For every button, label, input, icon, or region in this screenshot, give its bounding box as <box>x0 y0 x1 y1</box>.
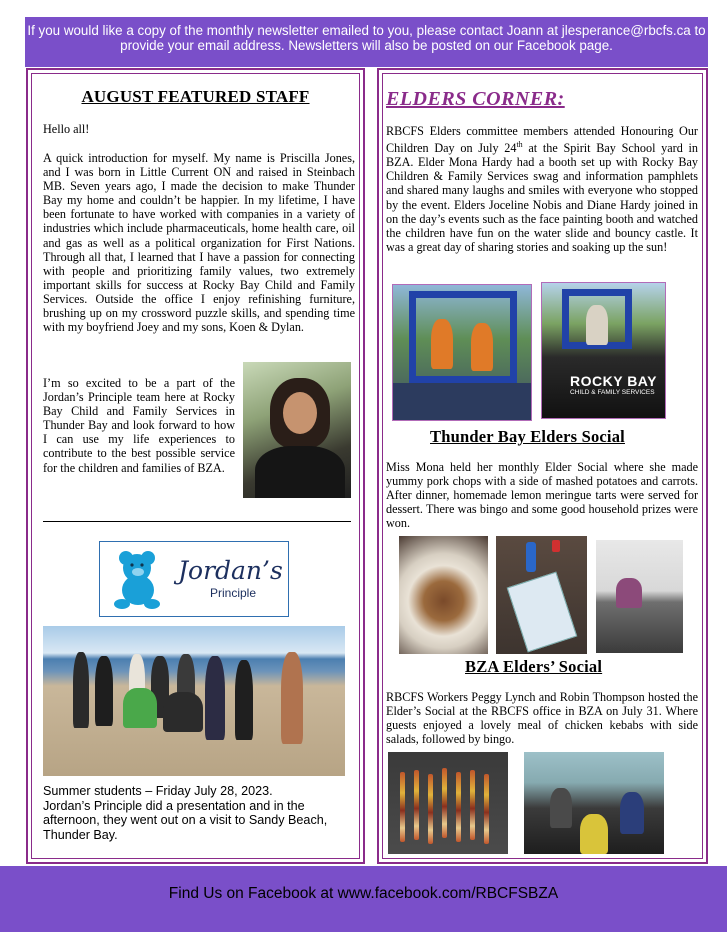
staff-excited-paragraph: I’m so excited to be a part of the Jordan’s Principle team here at Rocky Bay Child and Family Services in Thunder Bay and look forward to how I can use my life experiences to contribute to the best possible service for the children and families of BZA. <box>43 376 235 475</box>
caption-line-2: Jordan’s Principle did a presentation and in the afternoon, they went out on a visit to Sandy Beach, Thunder Bay. <box>43 798 328 842</box>
logo-word-jordans: Jordan’s <box>178 556 283 585</box>
teddy-bear-icon <box>108 548 170 610</box>
staff-greeting: Hello all! <box>43 122 90 136</box>
banner-text: If you would like a copy of the monthly newsletter emailed to you, please contact Joann at jlesperance@rbcfs.ca to provide your email address. Newsletters will also be posted on our Facebook page. <box>27 23 706 53</box>
beach-photo-caption <box>43 784 348 842</box>
bingo-card-photo <box>496 536 587 654</box>
newsletter-banner <box>25 17 708 67</box>
rocky-bay-sign-subtext: CHILD & FAMILY SERVICES <box>570 389 655 396</box>
chicken-kebabs-photo <box>388 752 508 854</box>
staff-portrait-photo <box>243 362 351 498</box>
bza-social-paragraph: RBCFS Workers Peggy Lynch and Robin Thompson hosted the Elder’s Social at the RBCFS office in BZA on July 31. Where guests enjoyed a lovely meal of chicken kebabs with side salads, followed by bingo. <box>386 690 698 747</box>
logo-word-principle: Principle <box>210 586 257 600</box>
thunder-bay-social-paragraph: Miss Mona held her monthly Elder Social where she made yummy pork chops with a side of mashed potatoes and carrots. After dinner, homemade lemon meringue tarts were served for dessert. There was bingo and some good household prizes were won. <box>386 460 698 531</box>
staff-intro-paragraph: A quick introduction for myself. My name is Priscilla Jones, and I was born in Little Current ON and raised in Steinbach MB. Seven years ago, I made the decision to make Thunder Bay my home and couldn’t be happier. In my lifetime, I have been fortunate to have worked with companies in a variety of industries which include pharmaceuticals, home health care, oil and gas as well as a political organization for First Nations. Through all that, I learned that I have a passion for connecting with people and prioritizing family values, two extremely important skills for success at Rocky Bay Child and Family Services. Outside the office I enjoy refinishing furniture, brushing up on my crossword puzzle skills, and spending time with my boyfriend Joey and my sons, Koen & Dylan. <box>43 151 355 335</box>
jordans-principle-logo <box>99 541 289 617</box>
thunder-bay-social-heading: Thunder Bay Elders Social <box>430 427 625 446</box>
rocky-bay-sign-text: ROCKY BAY <box>570 373 657 389</box>
elders-corner-paragraph: RBCFS Elders committee members attended Honouring Our Children Day on July 24th at the Spirit Bay School yard in BZA. Elder Mona Hardy had a booth set up with Rocky Bay Children & Family Services swag and information pamphlets and shared many laughs and smiles with everyone who stopped by the event. Elders Joceline Nobis and Diane Hardy joined in on the day’s events such as the face painting booth and watched the children have fun on the water slide and bouncy castle. It was a great day of sharing stories and soaking up the sun! <box>386 124 698 254</box>
honouring-our-children-photo-1 <box>392 284 532 421</box>
facebook-link-text: Find Us on Facebook at www.facebook.com/RBCFSBZA <box>168 885 559 902</box>
elders-social-room-photo <box>524 752 664 854</box>
featured-staff-heading: AUGUST FEATURED STAFF <box>81 87 310 106</box>
caption-line-1: Summer students – Friday July 28, 2023. <box>43 784 273 798</box>
pork-chop-dinner-photo <box>399 536 488 654</box>
honouring-our-children-photo-2 <box>541 282 666 419</box>
section-divider <box>43 521 351 522</box>
elder-at-table-photo <box>596 540 683 653</box>
elders-corner-heading: ELDERS CORNER: <box>386 88 565 110</box>
summer-students-beach-photo <box>43 626 345 776</box>
bza-social-heading: BZA Elders’ Social <box>465 657 603 676</box>
